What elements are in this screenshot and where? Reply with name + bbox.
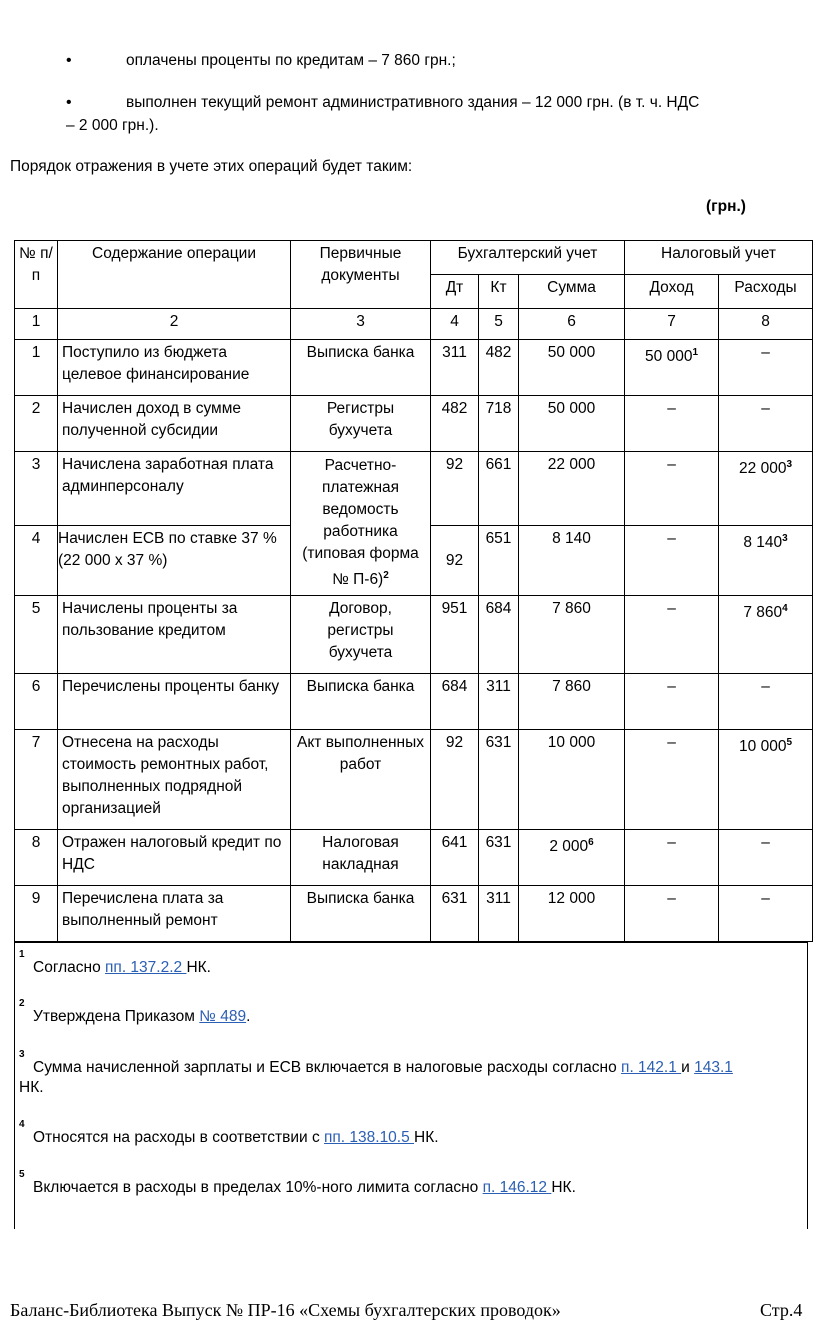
cell-sum: 22 000 bbox=[519, 452, 625, 526]
footer-title: Баланс-Библиотека Выпуск № ПР-16 «Схемы бухгалтерских проводок» bbox=[10, 1300, 561, 1320]
cell-docs: Выписка банка bbox=[291, 674, 431, 730]
footnote-ref: 1 bbox=[692, 347, 699, 358]
cell-income: – bbox=[625, 452, 719, 526]
cell-dt: 92 bbox=[431, 526, 479, 596]
cell-content: Начислен доход в сумме полученной субсидии bbox=[58, 396, 291, 452]
cell-expenses bbox=[719, 730, 813, 830]
cell-docs: Налоговая накладная bbox=[291, 830, 431, 886]
cell-kt: 482 bbox=[479, 340, 519, 396]
cell-docs: Договор, регистры бухучета bbox=[291, 596, 431, 674]
footnote-link[interactable]: п. 146.12 bbox=[482, 1179, 552, 1196]
cell-num: 9 bbox=[15, 886, 58, 942]
header-sum: Сумма bbox=[519, 275, 625, 309]
cell-expenses: – bbox=[719, 340, 813, 396]
footnote-post: НК. bbox=[551, 1179, 576, 1196]
footnote-continuation: НК. bbox=[19, 1079, 44, 1096]
footnote-ref: 5 bbox=[786, 737, 793, 748]
footnote-link-2[interactable]: 143.1 bbox=[694, 1059, 733, 1076]
col-number: 1 bbox=[15, 309, 58, 340]
expenses-value: 10 000 bbox=[739, 738, 787, 756]
cell-content: Начислена заработная плата админперсоналу bbox=[58, 452, 291, 526]
header-content: Содержание операции bbox=[58, 241, 291, 309]
cell-sum: 7 860 bbox=[519, 674, 625, 730]
expenses-value: 8 140 bbox=[743, 534, 783, 552]
footnote-post: НК. bbox=[414, 1129, 439, 1146]
footnote-text bbox=[33, 1179, 576, 1197]
intro-paragraph: Порядок отражения в учете этих операций будет таким: bbox=[10, 158, 413, 175]
col-number: 4 bbox=[431, 309, 479, 340]
cell-sum: 50 000 bbox=[519, 340, 625, 396]
cell-kt: 631 bbox=[479, 830, 519, 886]
bullet-text: выполнен текущий ремонт административного здания – 12 000 грн. (в т. ч. НДС bbox=[126, 94, 700, 111]
cell-dt: 631 bbox=[431, 886, 479, 942]
cell-expenses: – bbox=[719, 674, 813, 730]
cell-content: Начислен ЕСВ по ставке 37 %(22 000 х 37 %) bbox=[58, 526, 291, 596]
cell-kt: 631 bbox=[479, 730, 519, 830]
bullet-continuation: – 2 000 грн.). bbox=[66, 117, 159, 134]
cell-num: 4 bbox=[15, 526, 58, 596]
footnote-link[interactable]: № 489 bbox=[199, 1008, 247, 1025]
cell-content: Начислены проценты за пользование кредитом bbox=[58, 596, 291, 674]
cell-income: – bbox=[625, 830, 719, 886]
cell-sum: 12 000 bbox=[519, 886, 625, 942]
footnote-text bbox=[33, 1059, 733, 1077]
header-accounting: Бухгалтерский учет bbox=[431, 241, 625, 275]
header-dt: Дт bbox=[431, 275, 479, 309]
cell-income: – bbox=[625, 674, 719, 730]
expenses-value: 7 860 bbox=[743, 604, 783, 622]
cell-num: 3 bbox=[15, 452, 58, 526]
cell-kt: 311 bbox=[479, 886, 519, 942]
page-number: Стр.4 bbox=[760, 1300, 803, 1320]
cell-dt: 92 bbox=[431, 730, 479, 830]
table-row bbox=[15, 452, 813, 526]
cell-docs: Акт выполненных работ bbox=[291, 730, 431, 830]
footnote-ref: 3 bbox=[786, 459, 793, 470]
table-row bbox=[15, 886, 813, 942]
header-expenses: Расходы bbox=[719, 275, 813, 309]
cell-num: 6 bbox=[15, 674, 58, 730]
footnote-pre: Сумма начисленной зарплаты и ЕСВ включается в налоговые расходы согласно bbox=[33, 1059, 622, 1076]
footnote-number: 1 bbox=[19, 949, 25, 960]
col-number: 6 bbox=[519, 309, 625, 340]
unit-label: (грн.) bbox=[706, 198, 746, 215]
operations-table bbox=[14, 240, 813, 942]
cell-docs: Выписка банка bbox=[291, 886, 431, 942]
table-row bbox=[15, 730, 813, 830]
table-row bbox=[15, 596, 813, 674]
footnote-text bbox=[33, 1129, 439, 1147]
cell-income bbox=[625, 340, 719, 396]
cell-kt: 661 bbox=[479, 452, 519, 526]
cell-content: Отражен налоговый кредит по НДС bbox=[58, 830, 291, 886]
cell-income: – bbox=[625, 596, 719, 674]
table-row bbox=[15, 830, 813, 886]
footnote-link[interactable]: пп. 137.2.2 bbox=[105, 959, 187, 976]
cell-sum: 50 000 bbox=[519, 396, 625, 452]
cell-dt: 92 bbox=[431, 452, 479, 526]
col-number: 8 bbox=[719, 309, 813, 340]
cell-sum bbox=[519, 830, 625, 886]
col-number: 2 bbox=[58, 309, 291, 340]
table-row bbox=[15, 396, 813, 452]
cell-content: Перечислены проценты банку bbox=[58, 674, 291, 730]
cell-num: 5 bbox=[15, 596, 58, 674]
cell-kt: 684 bbox=[479, 596, 519, 674]
cell-kt: 718 bbox=[479, 396, 519, 452]
cell-docs bbox=[291, 452, 431, 596]
cell-docs: Выписка банка bbox=[291, 340, 431, 396]
table-row bbox=[15, 340, 813, 396]
cell-dt: 951 bbox=[431, 596, 479, 674]
table-row bbox=[15, 674, 813, 730]
footnote-pre: Включается в расходы в пределах 10%-ного лимита согласно bbox=[33, 1179, 483, 1196]
footnote-ref: 4 bbox=[782, 603, 788, 614]
cell-content: Перечислена плата за выполненный ремонт bbox=[58, 886, 291, 942]
cell-income: – bbox=[625, 730, 719, 830]
footnote-post: . bbox=[246, 1008, 251, 1025]
cell-expenses bbox=[719, 596, 813, 674]
footnote-number: 2 bbox=[19, 998, 25, 1009]
footnote-ref: 6 bbox=[588, 837, 594, 848]
cell-dt: 482 bbox=[431, 396, 479, 452]
footnote-text bbox=[33, 959, 211, 977]
cell-expenses: – bbox=[719, 830, 813, 886]
cell-num: 7 bbox=[15, 730, 58, 830]
cell-expenses bbox=[719, 526, 813, 596]
income-value: 50 000 bbox=[645, 348, 693, 366]
header-num: № п/п bbox=[15, 241, 58, 309]
bullet-text: оплачены проценты по кредитам – 7 860 грн.; bbox=[126, 52, 456, 69]
bullet-dot: • bbox=[66, 52, 72, 69]
col-number: 3 bbox=[291, 309, 431, 340]
col-number: 5 bbox=[479, 309, 519, 340]
cell-num: 2 bbox=[15, 396, 58, 452]
header-income: Доход bbox=[625, 275, 719, 309]
cell-expenses bbox=[719, 452, 813, 526]
footnotes-box bbox=[14, 942, 808, 1229]
cell-income: – bbox=[625, 526, 719, 596]
cell-content: Поступило из бюджета целевое финансирование bbox=[58, 340, 291, 396]
footnote-link[interactable]: пп. 138.10.5 bbox=[324, 1129, 415, 1146]
cell-sum: 10 000 bbox=[519, 730, 625, 830]
footnote-pre: Относятся на расходы в соответствии с bbox=[33, 1129, 324, 1146]
footnote-pre: Согласно bbox=[33, 959, 106, 976]
expenses-value: 22 000 bbox=[739, 460, 787, 478]
footnote-text bbox=[33, 1008, 250, 1026]
cell-income: – bbox=[625, 886, 719, 942]
docs-text: Расчетно-платежная ведомость работника (типовая форма № П-6) bbox=[302, 457, 419, 589]
footnote-number: 4 bbox=[19, 1119, 25, 1130]
cell-content: Отнесена на расходы стоимость ремонтных работ, выполненных подрядной организацией bbox=[58, 730, 291, 830]
cell-sum: 8 140 bbox=[519, 526, 625, 596]
header-kt: Кт bbox=[479, 275, 519, 309]
bullet-dot: • bbox=[66, 94, 72, 111]
cell-kt: 311 bbox=[479, 674, 519, 730]
cell-dt: 684 bbox=[431, 674, 479, 730]
cell-docs: Регистры бухучета bbox=[291, 396, 431, 452]
cell-num: 8 bbox=[15, 830, 58, 886]
footnote-ref: 2 bbox=[383, 570, 389, 582]
header-docs: Первичные документы bbox=[291, 241, 431, 309]
header-tax: Налоговый учет bbox=[625, 241, 813, 275]
cell-dt: 311 bbox=[431, 340, 479, 396]
footnote-mid: и bbox=[681, 1059, 695, 1076]
footnote-ref: 3 bbox=[782, 533, 788, 544]
col-number: 7 bbox=[625, 309, 719, 340]
cell-income: – bbox=[625, 396, 719, 452]
cell-sum: 7 860 bbox=[519, 596, 625, 674]
footnote-pre: Утверждена Приказом bbox=[33, 1008, 200, 1025]
footnote-post: НК. bbox=[186, 959, 211, 976]
cell-dt: 641 bbox=[431, 830, 479, 886]
footnote-number: 3 bbox=[19, 1049, 25, 1060]
cell-kt: 651 bbox=[479, 526, 519, 596]
cell-expenses: – bbox=[719, 396, 813, 452]
footnote-number: 5 bbox=[19, 1169, 25, 1180]
sum-value: 2 000 bbox=[549, 838, 589, 856]
footnote-link[interactable]: п. 142.1 bbox=[621, 1059, 682, 1076]
cell-num: 1 bbox=[15, 340, 58, 396]
cell-expenses: – bbox=[719, 886, 813, 942]
